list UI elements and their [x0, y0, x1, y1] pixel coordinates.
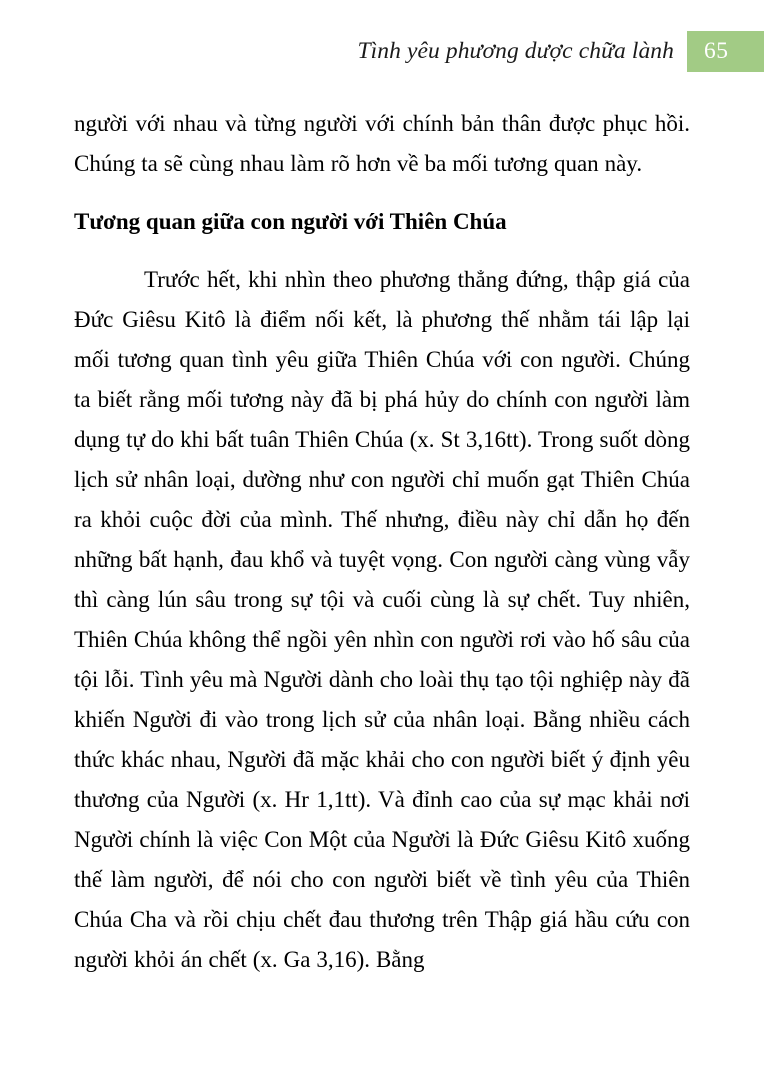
- spacer-after-heading: [74, 242, 690, 260]
- header-title: Tình yêu phương dược chữa lành: [357, 38, 674, 64]
- page-number-badge: [687, 31, 764, 72]
- paragraph-continued: người với nhau và từng người với chính bản thân được phục hồi. Chúng ta sẽ cùng nhau làm rõ hơn về ba mối tương quan này.: [74, 111, 690, 176]
- text-column: [74, 104, 690, 980]
- spacer-before-heading: [74, 184, 690, 202]
- page-number: 65: [704, 38, 729, 64]
- section-heading: Tương quan giữa con người với Thiên Chúa: [74, 209, 507, 234]
- paragraph-main: Trước hết, khi nhìn theo phương thẳng đứng, thập giá của Đức Giêsu Kitô là điểm nối kết, là phương thế nhằm tái lập lại mối tương quan tình yêu giữa Thiên Chúa với con người. Chúng ta biết rằng mối tương này đã bị phá hủy do chính con người làm dụng tự do khi bất tuân Thiên Chúa (x. St 3,16tt). Trong suốt dòng lịch sử nhân loại, dường như con người chỉ muốn gạt Thiên Chúa ra khỏi cuộc đời của mình. Thế nhưng, điều này chỉ dẫn họ đến những bất hạnh, đau khổ và tuyệt vọng. Con người càng vùng vẫy thì càng lún sâu trong sự tội và cuối cùng là sự chết. Tuy nhiên, Thiên Chúa không thể ngồi yên nhìn con người rơi vào hố sâu của tội lỗi. Tình yêu mà Người dành cho loài thụ tạo tội nghiệp này đã khiến Người đi vào trong lịch sử của nhân loại. Bằng nhiều cách thức khác nhau, Người đã mặc khải cho con người biết ý định yêu thương của Người (x. Hr 1,1tt). Và đỉnh cao của sự mạc khải nơi Người chính là việc Con Một của Người là Đức Giêsu Kitô xuống thế làm người, để nói cho con người biết về tình yêu của Thiên Chúa Cha và rồi chịu chết đau thương trên Thập giá hầu cứu con người khỏi án chết (x. Ga 3,16). Bằng: [74, 267, 690, 972]
- running-header: [0, 31, 764, 72]
